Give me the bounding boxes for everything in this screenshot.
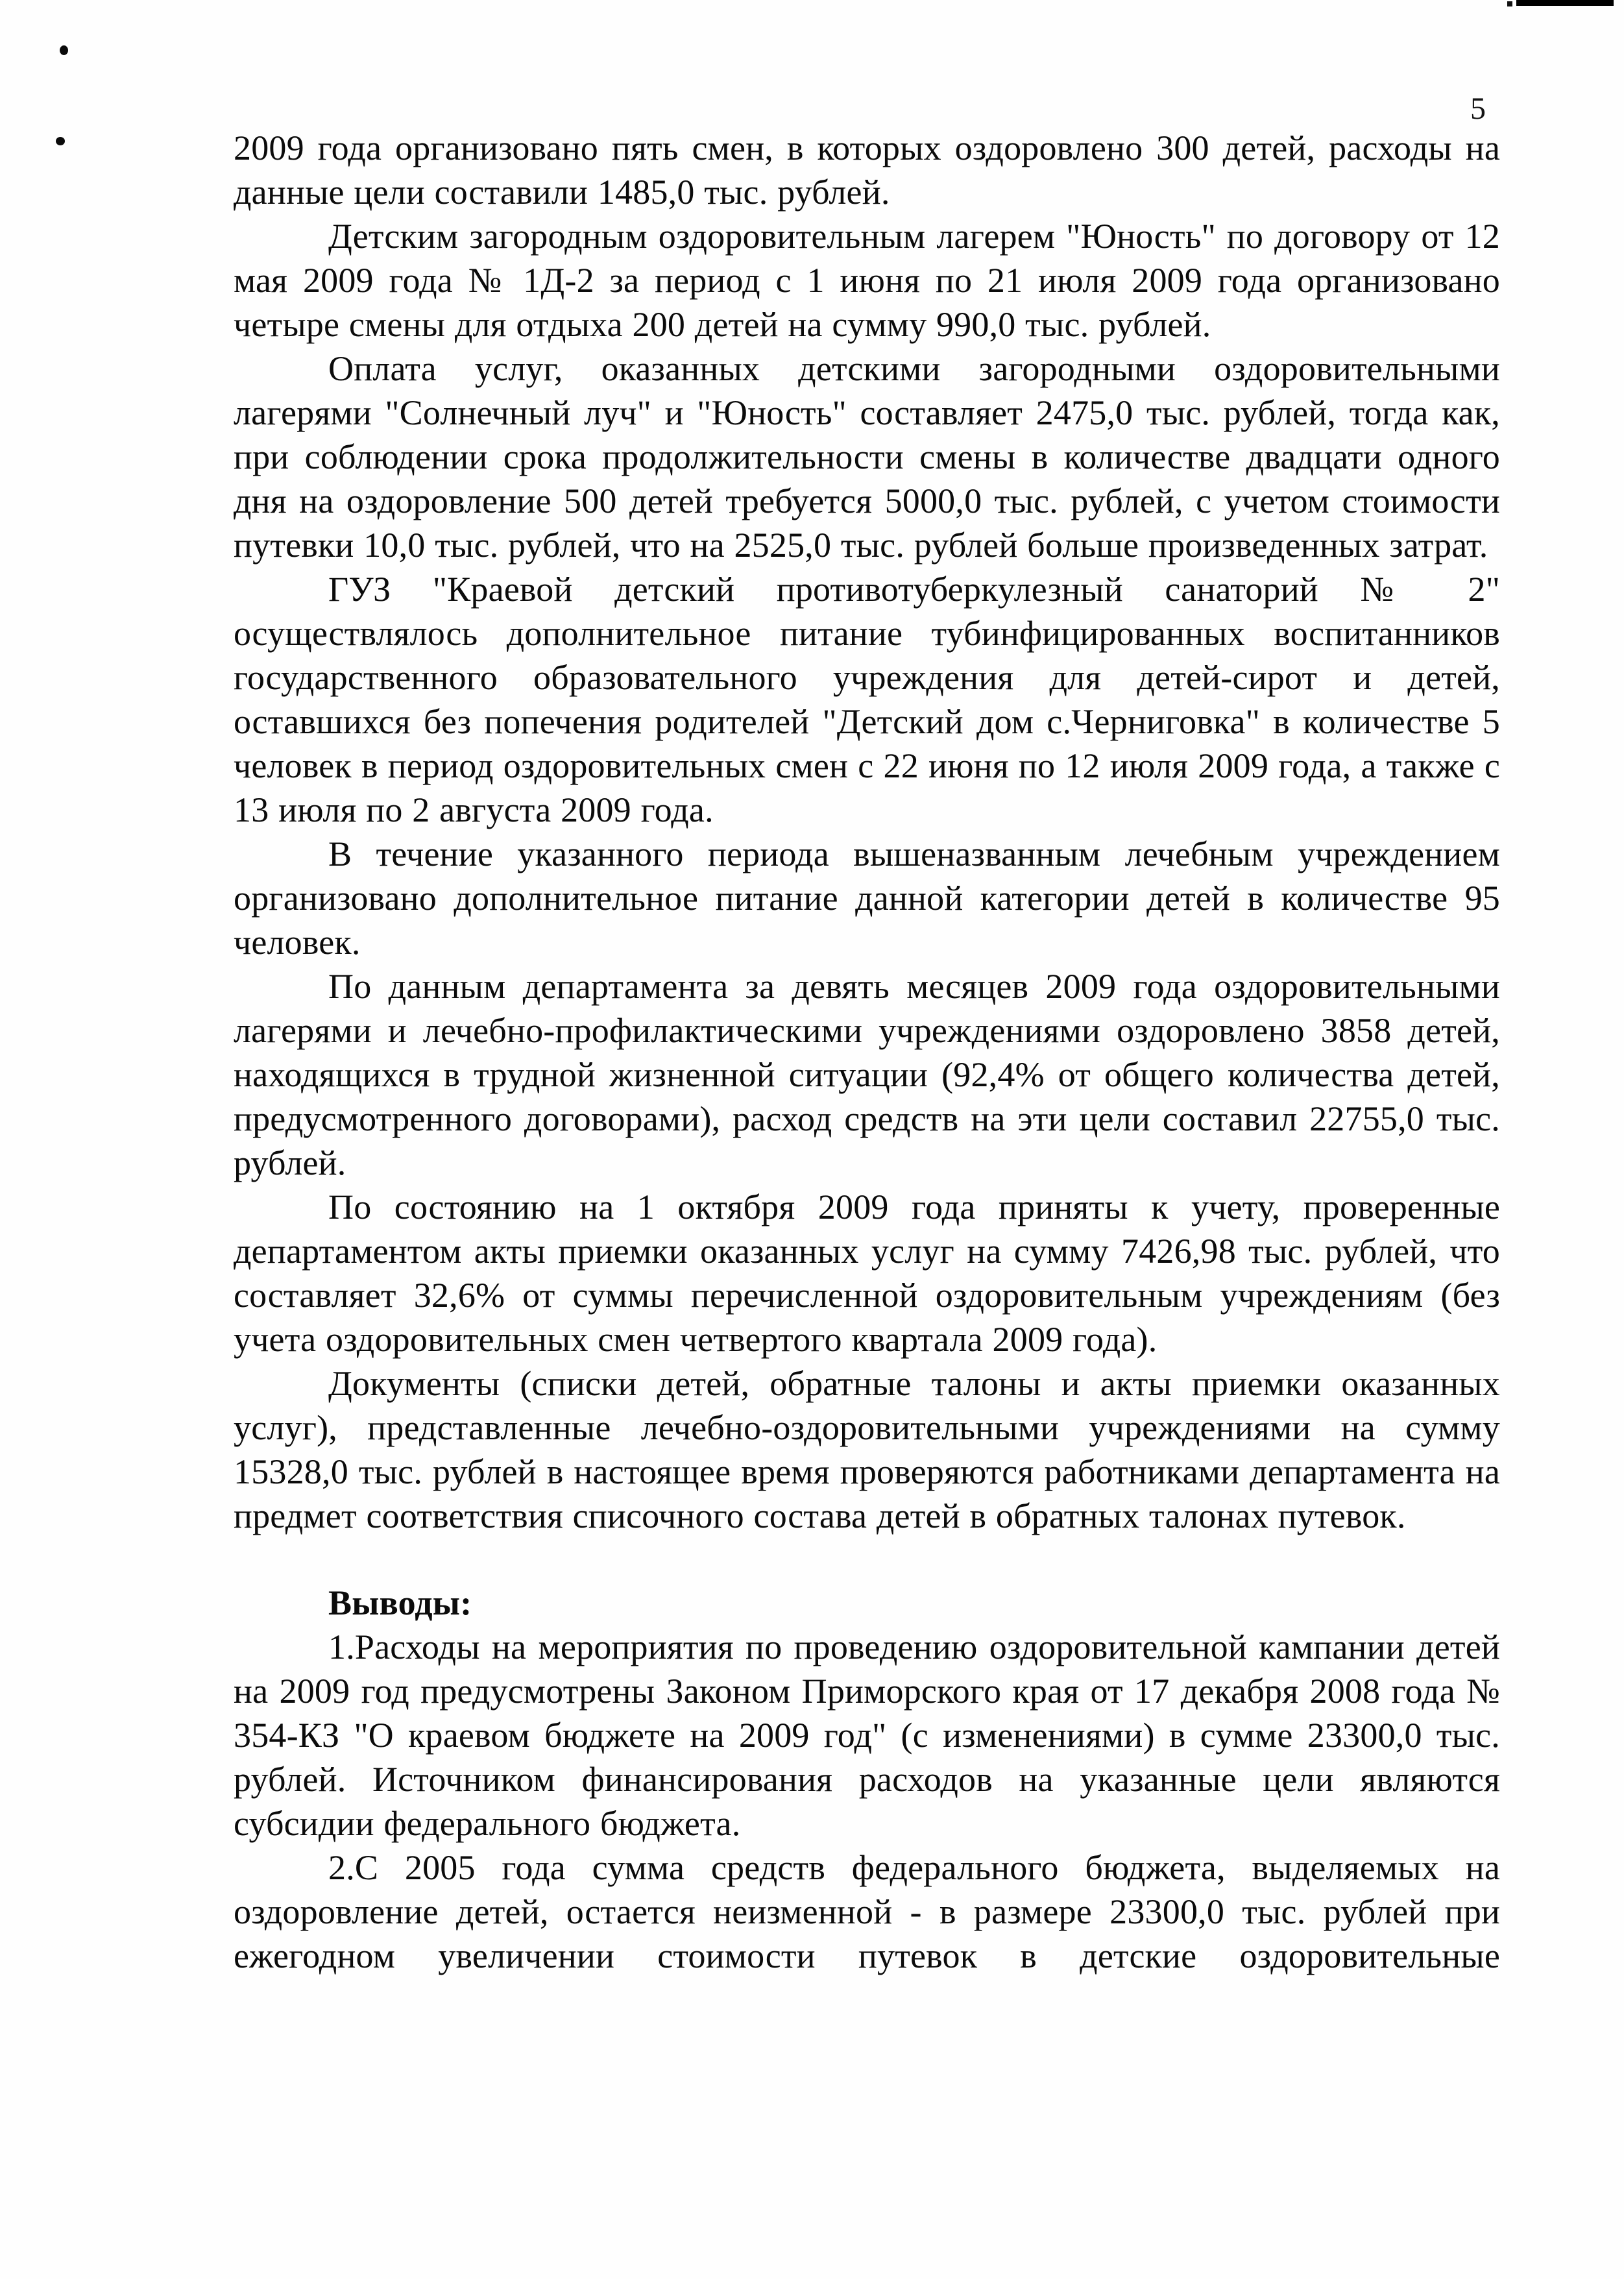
paragraph-sanatorium: ГУЗ "Краевой детский противотуберкулезный санаторий № 2" осуществлялось дополнительное питание тубинфицированных воспитанников государственного образовательного учреждения для детей-сирот и детей, оставшихся без попечения родителей "Детский дом с.Черниговка" в количестве 5 человек в период оздоровительных смен с 22 июня по 12 июля 2009 года, а также с 13 июля по 2 августа 2009 года. [234,570,1500,829]
page-number: 5 [1470,91,1486,126]
conclusion-item-1: 1.Расходы на мероприятия по проведению оздоровительной кампании детей на 2009 год предусмотрены Законом Приморского края от 17 декабря 2008 года № 354-КЗ "О краевом бюджете на 2009 год" (с изменениями) в сумме 23300,0 тыс. рублей. Источником финансирования расходов на указанные цели являются субсидии федерального бюджета. [234,1627,1500,1843]
paragraph-camp-yunost: Детским загородным оздоровительным лагерем "Юность" по договору от 12 мая 2009 года № 1Д-2 за период с 1 июня по 21 июля 2009 года организовано четыре смены для отдыха 200 детей на сумму 990,0 тыс. рублей. [234,217,1500,344]
paragraph-continuation: 2009 года организовано пять смен, в которых оздоровлено 300 детей, расходы на данные цели составили 1485,0 тыс. рублей. [234,128,1500,212]
document-body [234,126,1500,1978]
paragraph-payment-comparison: Оплата услуг, оказанных детскими загородными оздоровительными лагерями "Солнечный луч" и "Юность" составляет 2475,0 тыс. рублей, тогда как, при соблюдении срока продолжительности смены в количестве двадцати одного дня на оздоровление 500 детей требуется 5000,0 тыс. рублей, с учетом стоимости путевки 10,0 тыс. рублей, что на 2525,0 тыс. рублей больше произведенных затрат. [234,349,1500,565]
ink-speck [56,137,65,145]
paragraph-additional-nutrition: В течение указанного периода вышеназванным лечебным учреждением организовано дополнительное питание данной категории детей в количестве 95 человек. [234,835,1500,962]
paragraph-department-data: По данным департамента за девять месяцев 2009 года оздоровительными лагерями и лечебно-профилактическими учреждениями оздоровлено 3858 детей, находящихся в трудной жизненной ситуации (92,4% от общего количества детей, предусмотренного договорами), расход средств на эти цели составил 22755,0 тыс. рублей. [234,967,1500,1182]
ink-speck [60,45,68,55]
paragraph-documents-check: Документы (списки детей, обратные талоны и акты приемки оказанных услуг), представленные лечебно-оздоровительными учреждениями на сумму 15328,0 тыс. рублей в настоящее время проверяются работниками департамента на предмет соответствия списочного состава детей в обратных талонах путевок. [234,1364,1500,1535]
paragraph-accounting-status: По состоянию на 1 октября 2009 года приняты к учету, проверенные департаментом акты приемки оказанных услуг на сумму 7426,98 тыс. рублей, что составляет 32,6% от суммы перечисленной оздоровительным учреждениям (без учета оздоровительных смен четвертого квартала 2009 года). [234,1188,1500,1359]
conclusions-heading: Выводы: [328,1583,472,1622]
scan-artifact-bar [1516,0,1614,6]
conclusion-item-2: 2.С 2005 года сумма средств федерального бюджета, выделяемых на оздоровление детей, остается неизменной - в размере 23300,0 тыс. рублей при ежегодном увеличении стоимости путевок в детские оздоровительные [234,1848,1500,1975]
